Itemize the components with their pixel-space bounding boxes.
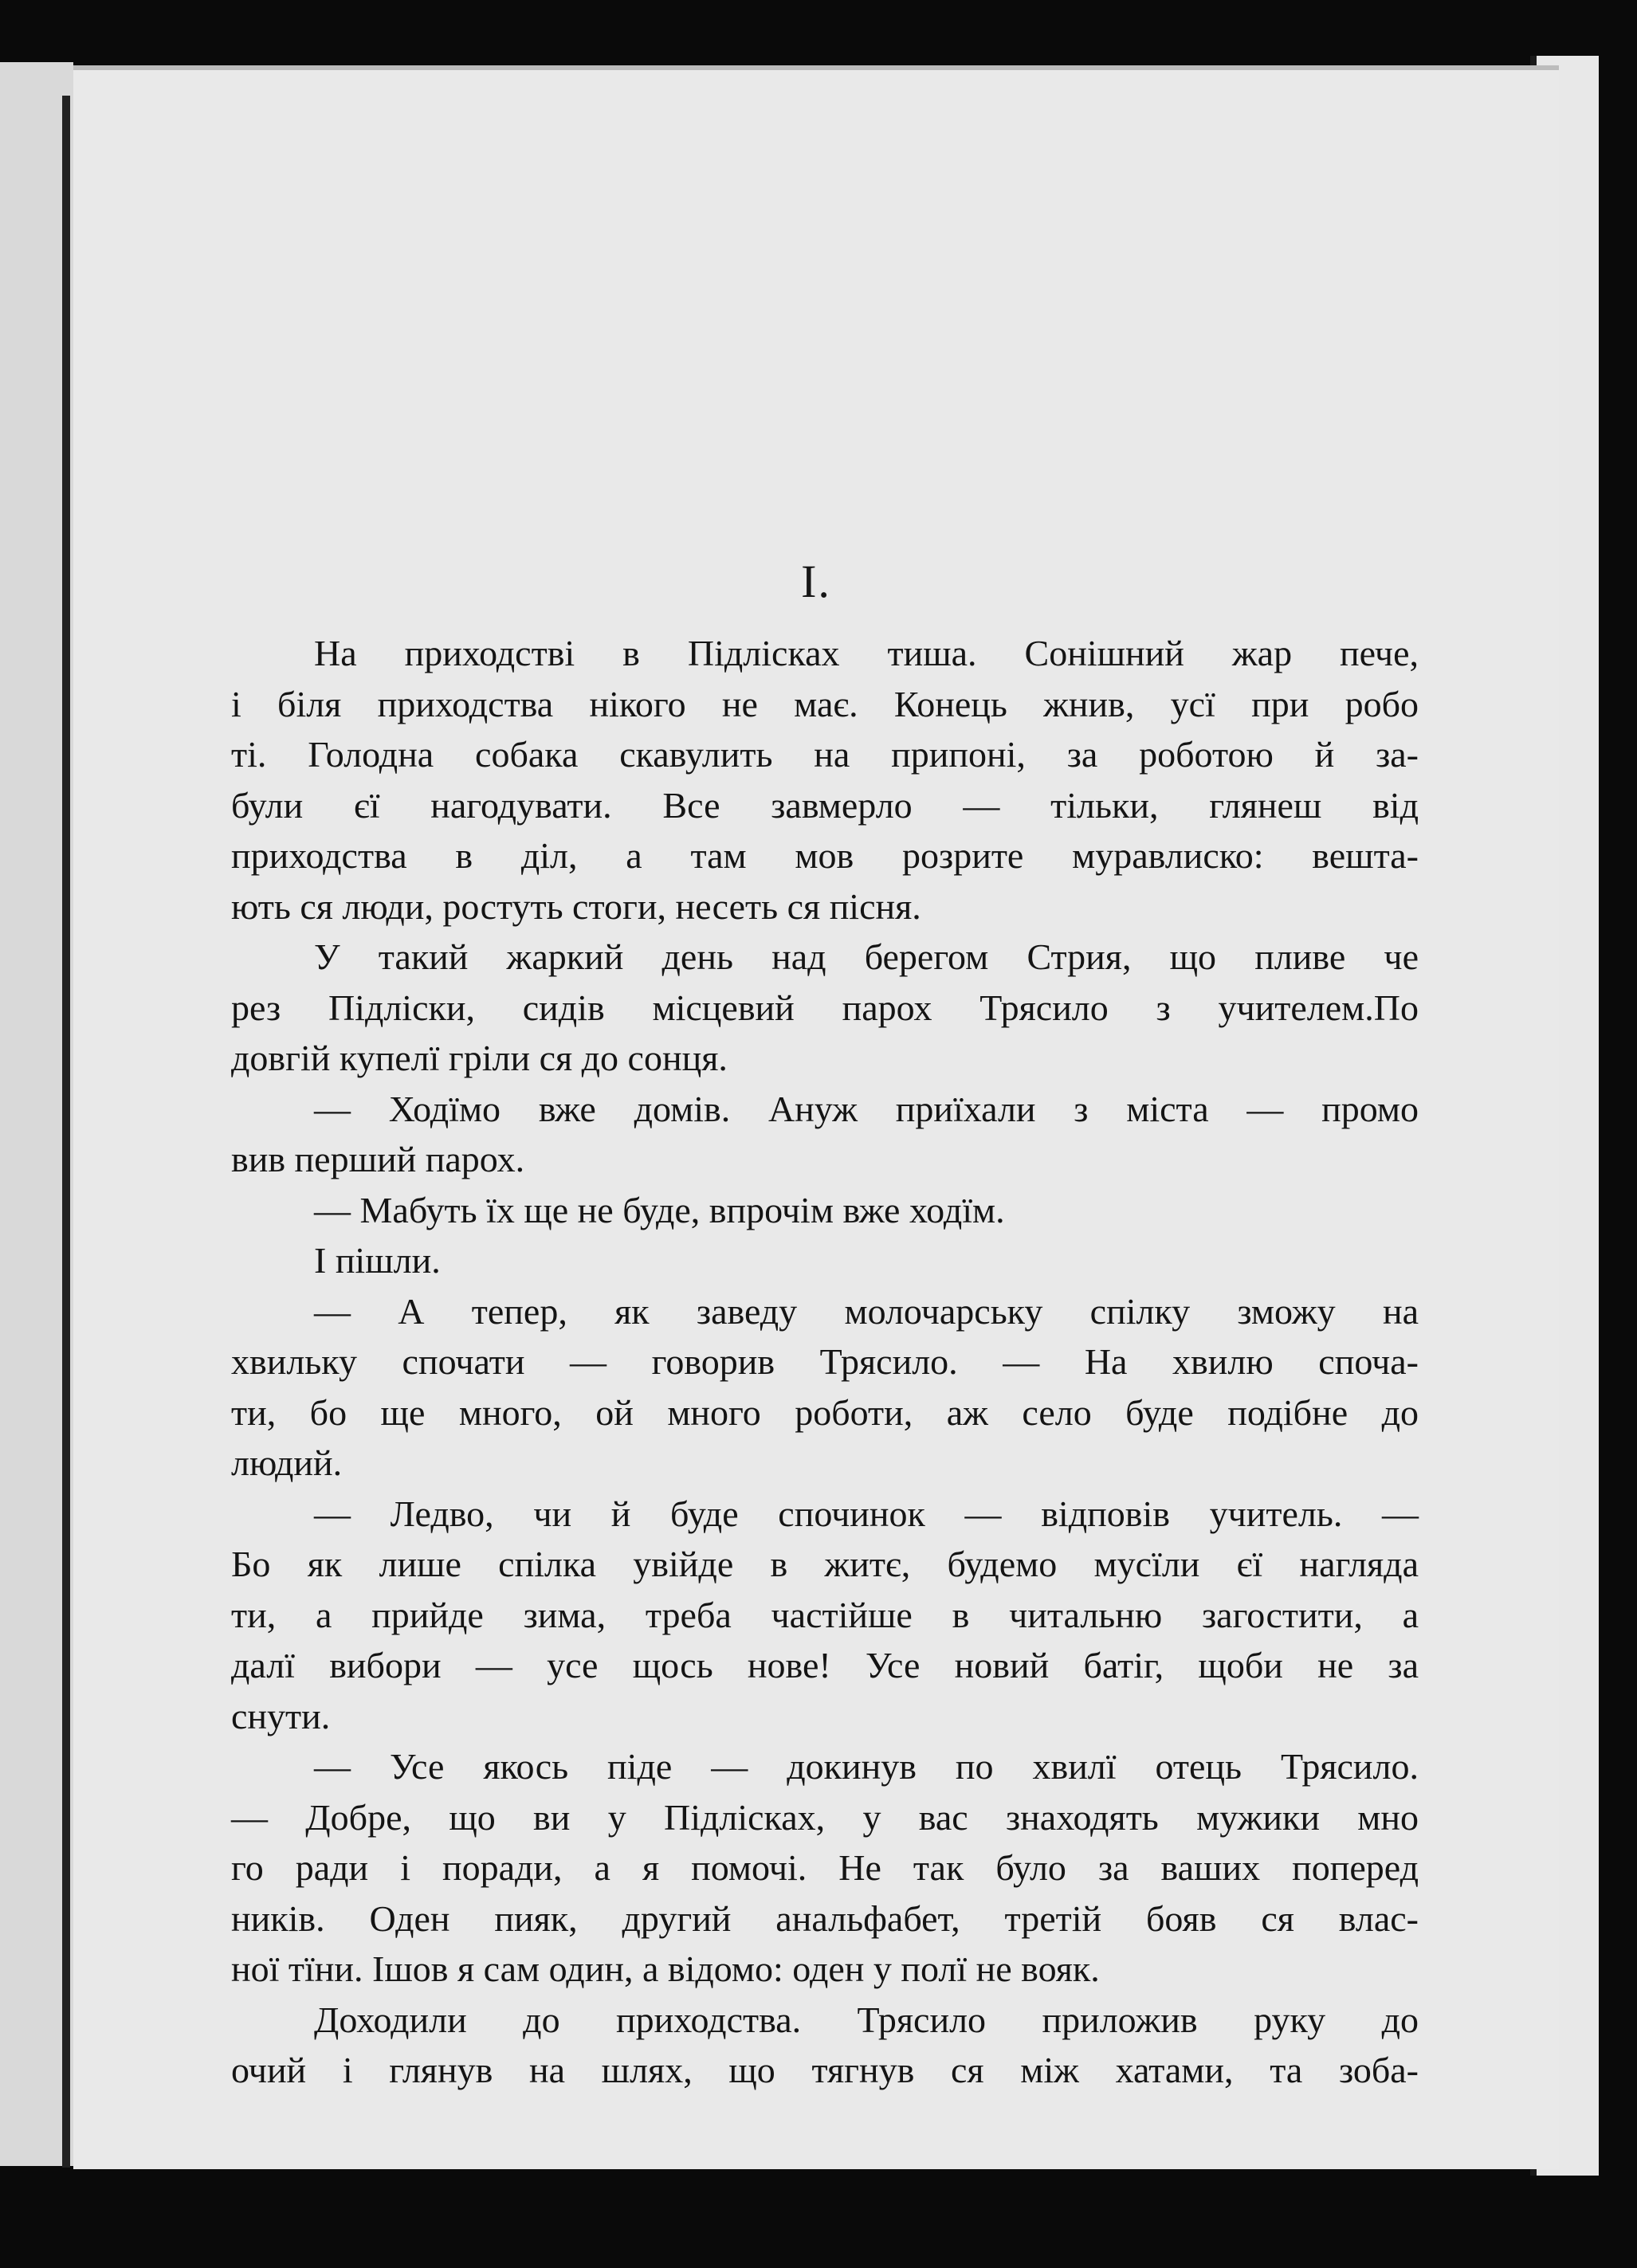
text-line: Бо як лише спілка увійде в житє, будемо мусїли єї наглядa (231, 1544, 1419, 1584)
text-line: очий і глянув на шлях, що тягнув ся між хатами, та зоба- (231, 2050, 1419, 2090)
text-line: — А тепер, як заведу молочарську спілку зможу на (314, 1290, 1419, 1332)
text-line: Доходили до приходства. Трясило приложив руку до (314, 1999, 1419, 2040)
text-line: — Ходїмо вже домів. Ануж приїхали з міста — промо (314, 1088, 1419, 1129)
text-line: На приходстві в Підлісках тиша. Сонішний жар пече, (314, 633, 1419, 673)
text-line: вив перший парох. (231, 1139, 525, 1179)
text-line: приходства в діл, а там мов розрите муравлиско: вешта- (231, 835, 1419, 876)
body-text (231, 628, 1419, 2096)
text-line: снути. (231, 1695, 331, 1736)
text-line: довгій купелї гріли ся до сонця. (231, 1038, 728, 1078)
text-line: хвильку спочати — говорив Трясило. — На хвилю споча- (231, 1341, 1419, 1382)
text-line: — Усе якось піде — докинув по хвилї отець Трясило. (314, 1746, 1419, 1787)
text-line: рез Підліски, сидів місцевий парох Трясило з учителем.По (231, 987, 1419, 1028)
text-line: ті. Голодна собака скавулить на припоні, за роботою й за- (231, 734, 1419, 775)
chapter-number: I. (801, 555, 831, 607)
text-line: го ради і поради, а я помочі. Не так було за ваших поперед (231, 1847, 1419, 1888)
left-page-edge (62, 96, 70, 2168)
text-line: ної тїни. Ішов я сам один, а відомо: оден у полї не вояк. (231, 1948, 1100, 1989)
book-page (73, 65, 1559, 2169)
text-line: І пішли. (314, 1240, 441, 1281)
text-line: — Ледво, чи й буде спочинок — відповів учитель. — (314, 1493, 1419, 1534)
text-line: далї вибори — усе щось нове! Усе новий батіг, щоби не за (231, 1645, 1419, 1685)
text-line: були єї нагодувати. Все завмерло — тільки, глянеш від (231, 784, 1419, 826)
text-line: ти, бо ще много, ой много роботи, аж село буде подібне до (231, 1391, 1419, 1433)
text-line: У такий жаркий день над берегом Стрия, що пливе че (314, 936, 1419, 977)
text-line: людий. (231, 1442, 343, 1483)
text-line: — Добре, що ви у Підлісках, у вас знаходять мужики мно (231, 1796, 1419, 1838)
text-line: — Мабуть їх ще не буде, впрочім вже ходїм. (314, 1189, 1005, 1230)
text-line: ють ся люди, ростуть стоги, несеть ся пісня. (231, 885, 921, 927)
text-line: ників. Оден пияк, другий анальфабет, третій бояв ся влас- (231, 1897, 1419, 1939)
text-line: ти, а прийде зима, треба частійше в читальню загостити, а (231, 1594, 1419, 1635)
text-line: і біля приходства нікого не має. Конець жнив, усї при робо (231, 683, 1419, 724)
